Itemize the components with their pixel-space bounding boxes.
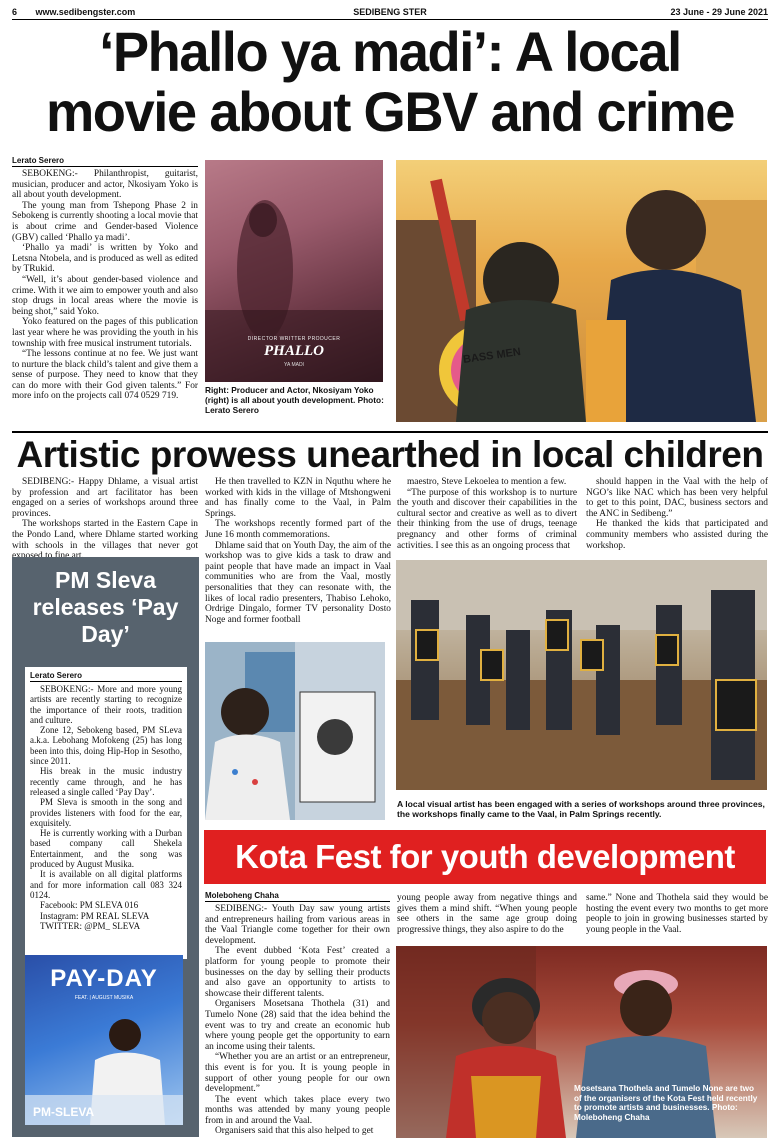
cover-title: PAY-DAY (50, 965, 158, 992)
paragraph: It is available on all digital platforms and for more information call 083 324 0124. (30, 869, 182, 900)
paragraph: “The purpose of this workshop is to nurture the youth and discover their capabilities in the cultural sector and creative as well as to divert their thinking from the use of drugs, teenage pregnancy and other forms of criminal activities. I see this as an ongoing process that (397, 487, 577, 551)
website-url[interactable]: www.sedibengster.com (35, 6, 136, 17)
headline-line-1: ‘Phallo ya madi’: A local (99, 20, 681, 83)
article2-col4 (586, 477, 768, 553)
paragraph: SEBOKENG:- Philanthropist, guitarist, musician, producer and actor, Nkosiyam Yoko is all about youth development. (12, 169, 198, 201)
workshop-photo (396, 560, 767, 790)
article3-photo-caption: Mosetsana Thothela and Tumelo None are two of the organisers of the Kota Fest held recently to promote artists and businesses. Photo: Moleboheng Chaha (574, 1084, 758, 1122)
yoko-photo (396, 160, 767, 422)
article3-col3 (586, 893, 768, 943)
poster-subtitle: YA MADI (284, 362, 304, 368)
paragraph: He thanked the kids that participated and community members who assisted during the workshop. (586, 519, 768, 551)
page-number: 6 (12, 6, 18, 17)
issue-date: 23 June - 29 June 2021 (670, 6, 768, 17)
paragraph: young people away from negative things and gives them a mind shift. “When young people see others in the same age group doing progressive things, they also aspire to do the (397, 893, 577, 935)
paragraph: SEBOKENG:- More and more young artists are recently starting to recognize the importance of their roots, tradition and culture. (30, 684, 182, 725)
kota-fest-photo (396, 946, 767, 1138)
child-painting-scene (205, 642, 385, 820)
pay-day-cover (25, 955, 183, 1125)
article2-col1 (12, 477, 198, 555)
paragraph: Yoko featured on the pages of this publication last year where he was providing the youth in his township with free musical instrument tutorials. (12, 317, 198, 349)
paragraph: The young man from Tshepong Phase 2 in Sebokeng is currently shooting a local movie that is about crime and Gender-based Violence (GBV) called ‘Phallo ya madi’. (12, 200, 198, 243)
article1-byline: Lerato Serero (12, 156, 198, 167)
paragraph: His break in the music industry recently came through, and he has released a single called ‘Pay Day’. (30, 766, 182, 797)
sidebar-headline: PM Sleva releases ‘Pay Day’ (32, 567, 179, 647)
guitar-text: BASS MEN (462, 346, 522, 366)
paragraph: He is currently working with a Durban based company call Shekela Entertainment, and the song was produced by August Musika. (30, 828, 182, 870)
article2-col3 (397, 477, 577, 553)
article1-text (12, 156, 198, 428)
paragraph: He then travelled to KZN in Nquthu where he worked with kids in the village of Mtshongweni and has finally come to the Vaal, in Palm Springs. (205, 477, 391, 519)
yoko-photo-scene (396, 160, 767, 422)
article2-headline: Artistic prowess unearthed in local children (12, 431, 768, 475)
paragraph: “The lessons continue at no fee. We just want to nurture the black child’s talent and give them a sense of purpose. They need to know that they can do more with their God given talents.” For more info on the projects call 074 0529 719. (12, 349, 198, 402)
cover-subtitle: FEAT. | AUGUST MUSIKA (74, 995, 134, 1001)
article3-byline: Moleboheng Chaha (205, 891, 390, 902)
header-left (12, 7, 135, 17)
paragraph: PM Sleva is smooth in the song and provides listeners with food for the ear, exquisitely. (30, 797, 182, 828)
paragraph: Dhlame said that on Youth Day, the aim of the workshop was to give kids a task to draw and paint people that have made an impact in Vaal communities who are from the Vaal, mostly personalities that they can resonate with, the likes of local radio presenters, Thabiso Lehoko, Ordrige Dingalo, former TV personality Dosto Noge and former football (205, 540, 391, 625)
paragraph: “Well, it’s about gender-based violence and crime. With it we aim to empower youth and also stop drugs in local areas where the movie is being shot,” said Yoko. (12, 274, 198, 317)
pm-sleva-sidebar (12, 557, 199, 1137)
cover-artist-name: PM-SLEVA (33, 1105, 95, 1119)
poster-title: PHALLO (264, 343, 324, 359)
contact-instagram: Instagram: PM REAL SLEVA (40, 910, 150, 921)
paragraph: ‘Phallo ya madi’ is written by Yoko and Letsna Ntobela, and is produced as well as edited by TRukid. (12, 243, 198, 275)
paragraph: maestro, Steve Lekoelea to mention a few. (407, 477, 567, 487)
paragraph: “Whether you are an artist or an entrepreneur, this event is for you. It is young people in support of other young people for our own development.” (205, 1052, 390, 1095)
paragraph: SEDIBENG:- Youth Day saw young artists and entrepreneurs hailing from various areas in the Vaal Triangle come together for their own development. (205, 904, 390, 946)
workshop-scene (396, 560, 767, 790)
sidebar-body (30, 684, 182, 931)
paragraph: Organisers Mosetsana Thothela (31) and Tumelo None (28) said that the idea behind the event was to try and create an economic hub where young people get the opportunity to earn an income using their talents. (205, 999, 390, 1052)
contact-twitter: TWITTER: @PM_ SLEVA (40, 920, 141, 931)
article2-photo-caption: A local visual artist has been engaged with a series of workshops around three provinces, the workshops finally came to the Vaal, in Palm Springs recently. (397, 799, 765, 819)
contact-facebook: Facebook: PM SLEVA 016 (40, 900, 139, 911)
paragraph: SEDIBENG:- Happy Dhlame, a visual artist by profession and art facilitator has been engaged on a series of workshops around three provinces. (12, 477, 198, 519)
article3-col1 (205, 891, 390, 1141)
article2-col2 (205, 477, 391, 639)
headline-line-2: movie about GBV and crime (45, 80, 735, 143)
paragraph: The event dubbed ‘Kota Fest’ created a platform for young people to promote their businesses on the day by selling their products and also gave an opportunity to artists to showcase their different talents. (205, 946, 390, 999)
paragraph: Organisers said that this also helped to get (215, 1126, 374, 1137)
article1-body (12, 169, 198, 402)
article3-headline: Kota Fest for youth development (204, 830, 766, 884)
sidebar-byline: Lerato Serero (30, 671, 182, 682)
movie-poster-image (205, 160, 383, 382)
paragraph: should happen in the Vaal with the help of NGO’s like NAC which has been very helpful to get to this point, DAC, business sectors and the ANC in Sedibeng.” (586, 477, 768, 519)
article1-headline (23, 22, 756, 142)
paragraph: Zone 12, Sebokeng based, PM SLeva a.k.a. Lebohang Mofokeng (25) has long been into this, doing Hip-Hop in Sesotho, since 2011. (30, 725, 182, 767)
page-header (12, 4, 768, 20)
child-painting-photo (205, 642, 385, 820)
paragraph: same.” None and Thothela said they would be hosting the event every two months to get more people to join in growing businesses started by young people in the Vaal. (586, 893, 768, 935)
article3-col2 (397, 893, 577, 943)
sidebar-article (25, 667, 187, 959)
publication-name: SEDIBENG STER (353, 6, 427, 17)
paragraph: The event which takes place every two months was attended by many young people from in and around the Vaal. (205, 1094, 390, 1126)
poster-credits: DIRECTOR WRITTER PRODUCER (247, 336, 341, 342)
article1-photo-caption: Right: Producer and Actor, Nkosiyam Yoko (right) is all about youth development. Photo: Lerato Serero (205, 385, 384, 415)
paragraph: The workshops started in the Eastern Cape in the Pondo Land, where Dhlame started working with schools in the villages that never got (12, 519, 198, 551)
paragraph: The workshops recently formed part of the June 16 month commemorations. (205, 519, 391, 540)
